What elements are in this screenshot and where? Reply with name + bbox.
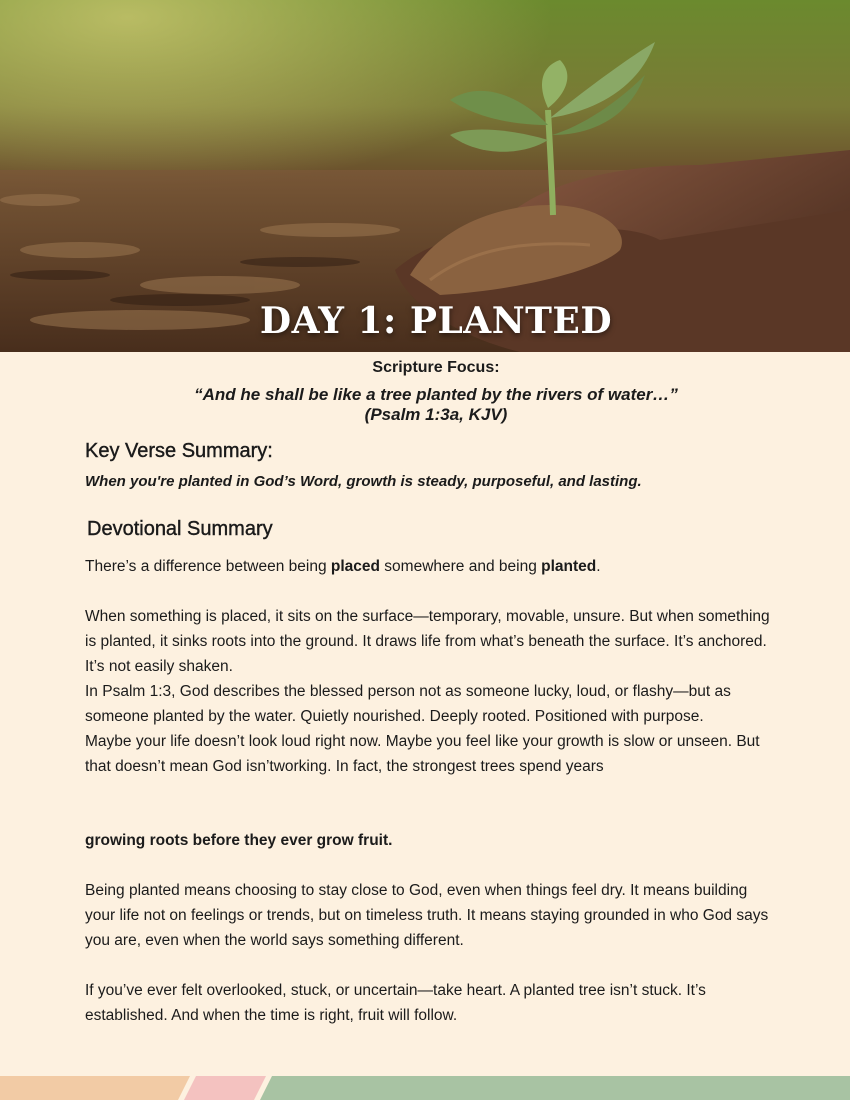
footer-pink-segment <box>184 1076 266 1100</box>
devotional-emphasis-line: growing roots before they ever grow fruit. <box>85 832 393 849</box>
footer-peach-segment <box>0 1076 190 1100</box>
scripture-verse <box>0 385 850 425</box>
p1-part-a: There’s a difference between being <box>85 558 331 575</box>
devotional-line: When something is placed, it sits on the surface—temporary, movable, unsure. But when something is planted, it sinks roots into the ground. It draws life from what’s beneath the surface. It’s anchored. It’s not easily shaken. <box>85 608 770 675</box>
key-verse-heading: Key Verse Summary: <box>85 440 273 462</box>
devotional-line: In Psalm 1:3, God describes the blessed person not as someone lucky, loud, or flashy—but as someone planted by the water. Quietly nourished. Deeply rooted. Positioned with purpose. <box>85 683 731 725</box>
devotional-paragraph-5: If you’ve ever felt overlooked, stuck, or uncertain—take heart. A planted tree isn’t stuck. It’s established. And when the time is right, fruit will follow. <box>85 982 706 1024</box>
page-title: DAY 1: PLANTED <box>259 300 613 342</box>
hero-image <box>0 0 850 352</box>
scripture-focus-label: Scripture Focus: <box>372 359 500 376</box>
verse-text: “And he shall be like a tree planted by the rivers of water…” <box>194 385 678 404</box>
footer-green-segment <box>260 1076 850 1100</box>
key-verse-text: When you're planted in God’s Word, growth is steady, purposeful, and lasting. <box>85 473 642 490</box>
planted-emphasis: planted <box>541 558 597 575</box>
verse-reference: (Psalm 1:3a, KJV) <box>364 405 508 424</box>
placed-emphasis: placed <box>330 558 380 575</box>
p1-part-e: . <box>596 558 601 575</box>
footer-color-bar <box>0 1076 850 1100</box>
devotional-line: Maybe your life doesn’t look loud right now. Maybe you feel like your growth is slow or unseen. But that doesn’t mean God isn’tworking. In fact, the strongest trees spend years <box>85 733 760 775</box>
devotional-paragraph-4: Being planted means choosing to stay close to God, even when things feel dry. It means building your life not on feelings or trends, but on timeless truth. It means staying grounded in who God says you are, even when the world says something different. <box>85 882 769 949</box>
p1-part-c: somewhere and being <box>379 558 542 575</box>
devotional-heading: Devotional Summary <box>87 518 273 540</box>
devotional-paragraph-2 <box>85 604 775 779</box>
devotional-paragraph-1 <box>85 554 775 579</box>
